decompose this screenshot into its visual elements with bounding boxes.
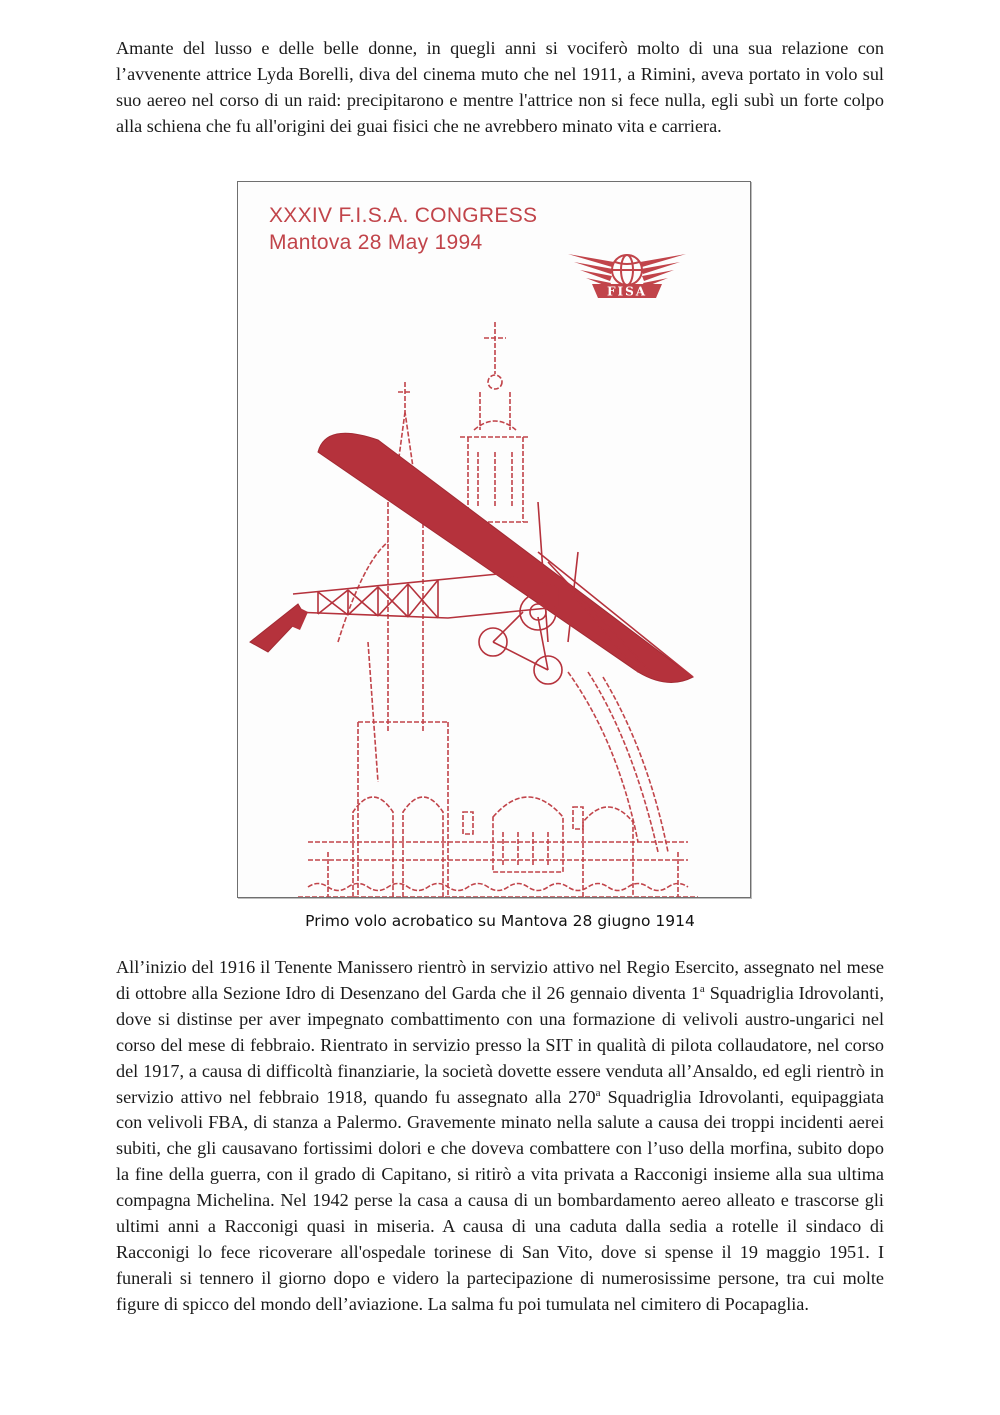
fisa-logo-text: FISA bbox=[606, 284, 648, 299]
biography-paragraph bbox=[116, 955, 884, 1318]
card-title: XXXIV F.I.S.A. CONGRESS bbox=[269, 204, 538, 227]
paragraph-segment: All’inizio del 1916 il Tenente Manissero rientrò in servizio attivo nel Regio Esercito, assegnato nel mese di ottobre alla Sezione Idro di Desenzano del Garda che il 26 gennaio diventa 1 bbox=[116, 957, 884, 1003]
figure-caption: Primo volo acrobatico su Mantova 28 giugno 1914 bbox=[305, 912, 695, 930]
paragraph-segment: Squadriglia Idrovolanti, equipaggiata con velivoli FBA, di stanza a Palermo. Gravemente minato nella salute a causa dei troppi incidenti aerei subiti, che gli causavano fortissimi dolori e che doveva combattere con l’uso della morfina, subito dopo la fine della guerra, con il grado di Capitano, si ritirò a vita privata a Racconigi insieme alla sua ultima compagna Michelina. Nel 1942 perse la casa a causa di un bombardamento aereo alleato e trascorse gli ultimi anni a Racconigi quasi in miseria. A causa di una caduta dalla sedia a rotelle il sindaco di Racconigi lo fece ricoverare all'ospedale torinese di San Vito, dove si spense il 19 maggio 1951. I funerali si tennero il giorno dopo e videro la partecipazione di numerosissime persone, tra cui molte figure di spicco del mondo dell’aviazione. La salma fu poi tumulata nel cimitero di Pocapaglia. bbox=[116, 1086, 884, 1314]
airplane-cathedral-illustration bbox=[238, 312, 750, 897]
airplane-drawing bbox=[250, 433, 693, 684]
card-date: Mantova 28 May 1994 bbox=[269, 231, 483, 254]
fisa-logo bbox=[564, 240, 690, 306]
commemorative-card bbox=[237, 181, 751, 898]
intro-paragraph: Amante del lusso e delle belle donne, in quegli anni si vociferò molto di una sua relazione con l’avvenente attrice Lyda Borelli, diva del cinema muto che nel 1911, a Rimini, aveva portato in volo sul suo aereo nel corso di un raid: precipitarono e mentre l'attrice non si fece nulla, egli subì un forte colpo alla schiena che fu all'origini dei guai fisici che ne avrebbero minato vita e carriera. bbox=[116, 38, 884, 136]
paragraph-segment: Squadriglia Idrovolanti, dove si distinse per aver impegnato combattimento con una formazione di velivoli austro-ungarici nel corso del mese di febbraio. Rientrato in servizio presso la SIT in qualità di pilota collaudatore, nel corso del 1917, a causa di difficoltà finanziarie, la società dovette essere venduta all’Ansaldo, ed egli rientrò in servizio attivo nel febbraio 1918, quando fu assegnato alla 270 bbox=[116, 982, 884, 1107]
ordinal-superscript: a bbox=[595, 1086, 601, 1099]
ordinal-superscript: a bbox=[699, 982, 705, 995]
